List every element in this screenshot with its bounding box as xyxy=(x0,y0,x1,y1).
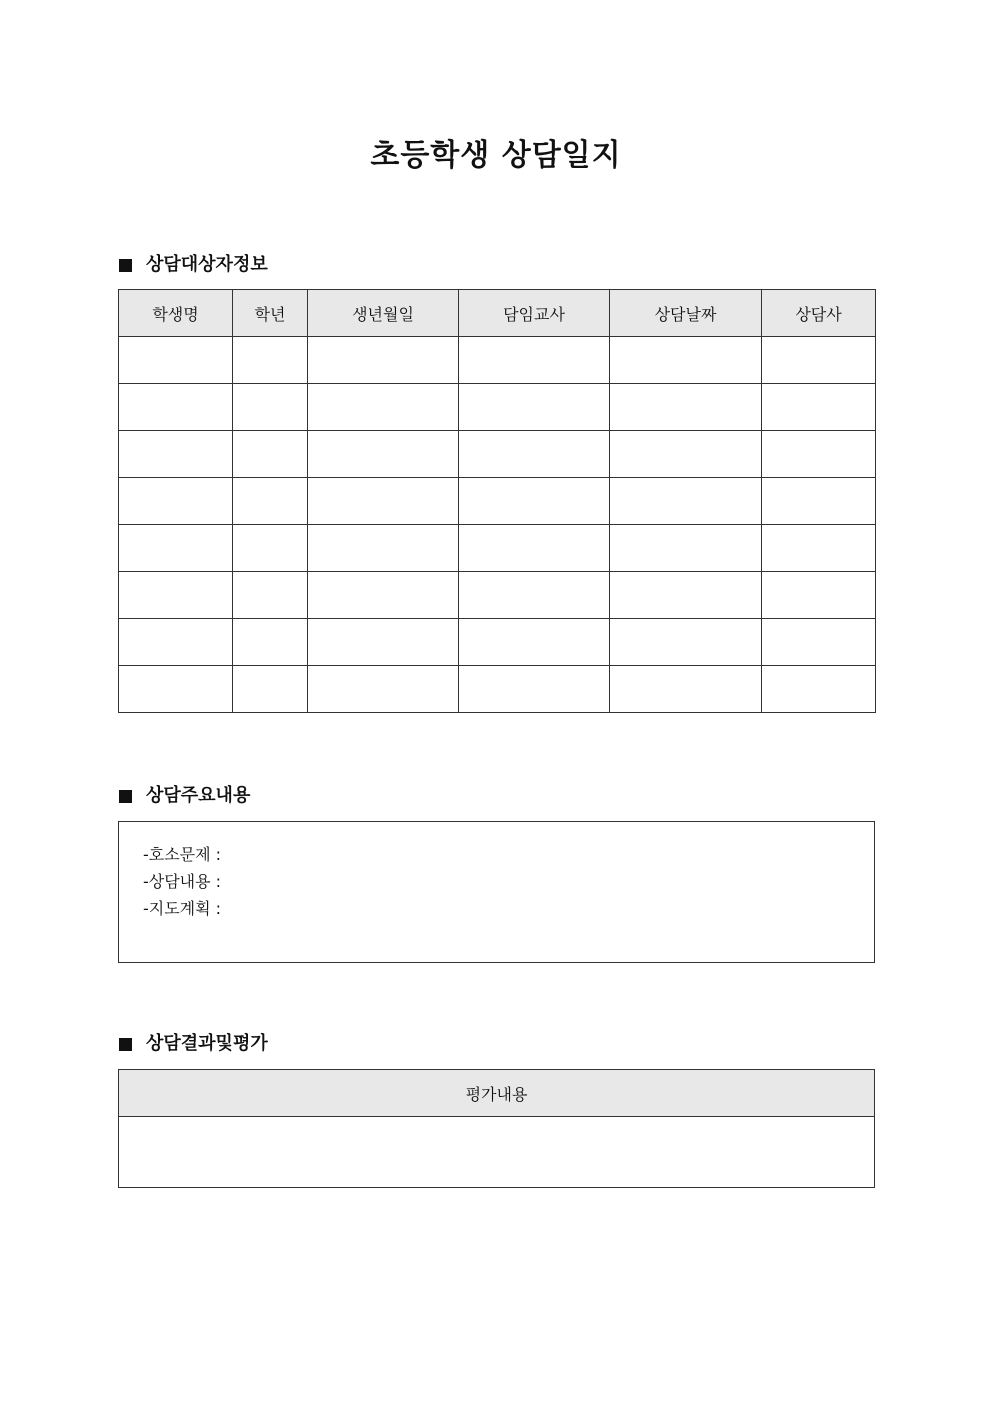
table-cell[interactable] xyxy=(308,572,459,619)
table-cell[interactable] xyxy=(459,431,610,478)
square-bullet-icon xyxy=(119,1038,132,1051)
table-cell[interactable] xyxy=(119,619,233,666)
table-cell[interactable] xyxy=(308,478,459,525)
evaluation-table xyxy=(118,1069,875,1188)
table-cell[interactable] xyxy=(308,525,459,572)
table-cell[interactable] xyxy=(762,384,876,431)
table-row xyxy=(119,478,876,525)
table-cell[interactable] xyxy=(119,478,233,525)
table-row xyxy=(119,572,876,619)
section-heading-target-info xyxy=(119,253,268,277)
table-cell[interactable] xyxy=(308,384,459,431)
table-cell[interactable] xyxy=(233,619,308,666)
table-cell[interactable] xyxy=(308,619,459,666)
column-header-counsel-date: 상담날짜 xyxy=(610,290,762,337)
main-content-lines xyxy=(143,841,221,922)
table-cell[interactable] xyxy=(459,666,610,713)
table-cell[interactable] xyxy=(610,525,762,572)
table-cell[interactable] xyxy=(119,337,233,384)
section-heading-result xyxy=(119,1032,268,1056)
table-cell[interactable] xyxy=(308,666,459,713)
table-cell[interactable] xyxy=(459,384,610,431)
square-bullet-icon xyxy=(119,259,132,272)
column-header-student-name: 학생명 xyxy=(119,290,233,337)
table-cell[interactable] xyxy=(119,431,233,478)
table-cell[interactable] xyxy=(459,337,610,384)
table-cell[interactable] xyxy=(119,384,233,431)
table-cell[interactable] xyxy=(233,478,308,525)
table-row xyxy=(119,619,876,666)
section-heading-main-content xyxy=(119,784,250,808)
evaluation-cell[interactable] xyxy=(119,1117,875,1188)
table-cell[interactable] xyxy=(459,525,610,572)
column-header-grade: 학년 xyxy=(233,290,308,337)
table-cell[interactable] xyxy=(119,525,233,572)
table-cell[interactable] xyxy=(119,666,233,713)
main-content-box[interactable] xyxy=(118,821,875,963)
table-cell[interactable] xyxy=(762,666,876,713)
table-cell[interactable] xyxy=(610,337,762,384)
table-cell[interactable] xyxy=(308,337,459,384)
table-cell[interactable] xyxy=(610,478,762,525)
table-cell[interactable] xyxy=(762,525,876,572)
table-cell[interactable] xyxy=(233,384,308,431)
table-cell[interactable] xyxy=(610,572,762,619)
table-cell[interactable] xyxy=(233,525,308,572)
table-row xyxy=(119,337,876,384)
table-cell[interactable] xyxy=(308,431,459,478)
table-cell[interactable] xyxy=(610,666,762,713)
table-cell[interactable] xyxy=(119,572,233,619)
section-heading-label: 상담주요내용 xyxy=(146,785,251,806)
complaint-line: -호소문제 : xyxy=(143,845,222,864)
table-cell[interactable] xyxy=(762,572,876,619)
table-header-row xyxy=(119,290,876,337)
counsel-content-line: -상담내용 : xyxy=(143,872,222,891)
table-cell[interactable] xyxy=(762,619,876,666)
table-cell[interactable] xyxy=(233,572,308,619)
column-header-birthdate: 생년월일 xyxy=(308,290,459,337)
table-cell[interactable] xyxy=(610,384,762,431)
column-header-homeroom-teacher: 담임교사 xyxy=(459,290,610,337)
table-cell[interactable] xyxy=(762,431,876,478)
table-cell[interactable] xyxy=(762,478,876,525)
table-cell[interactable] xyxy=(233,666,308,713)
column-header-counselor: 상담사 xyxy=(762,290,876,337)
page-title: 초등학생 상담일지 xyxy=(370,138,622,173)
section-heading-label: 상담결과및평가 xyxy=(146,1033,268,1054)
table-row xyxy=(119,525,876,572)
table-cell[interactable] xyxy=(610,619,762,666)
table-header-row xyxy=(119,1070,875,1117)
target-info-table xyxy=(118,289,876,713)
table-row xyxy=(119,666,876,713)
table-row xyxy=(119,384,876,431)
section-heading-label: 상담대상자정보 xyxy=(146,254,268,275)
square-bullet-icon xyxy=(119,790,132,803)
table-cell[interactable] xyxy=(459,619,610,666)
table-cell[interactable] xyxy=(459,478,610,525)
column-header-evaluation: 평가내용 xyxy=(119,1070,875,1117)
guidance-plan-line: -지도계획 : xyxy=(143,899,222,918)
table-cell[interactable] xyxy=(459,572,610,619)
table-cell[interactable] xyxy=(233,337,308,384)
table-row xyxy=(119,431,876,478)
table-cell[interactable] xyxy=(610,431,762,478)
table-cell[interactable] xyxy=(762,337,876,384)
table-cell[interactable] xyxy=(233,431,308,478)
table-row xyxy=(119,1117,875,1188)
